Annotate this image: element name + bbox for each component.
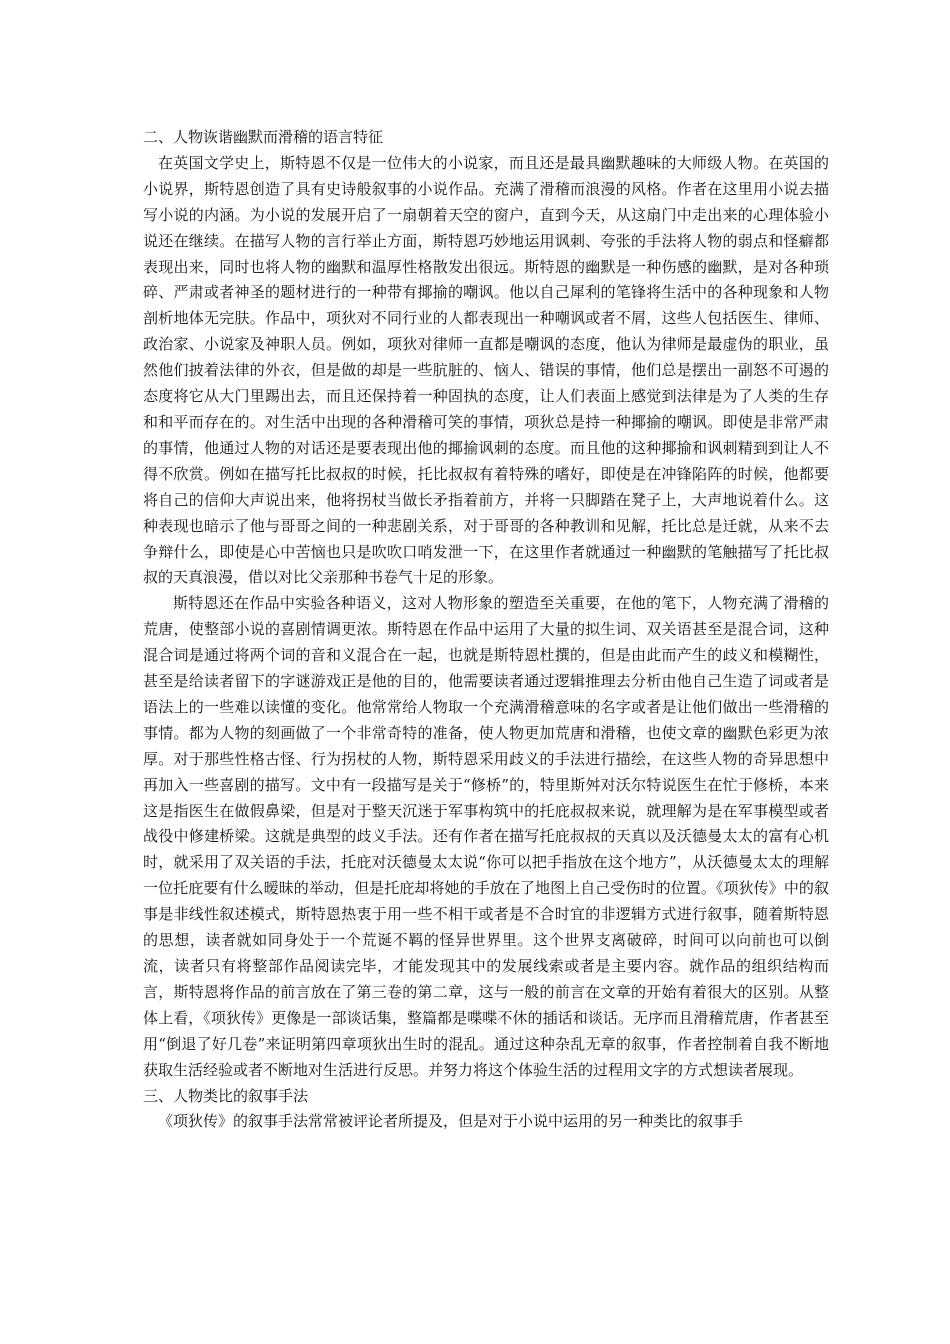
- body-paragraph-2: 斯特恩还在作品中实验各种语义，这对人物形象的塑造至关重要，在他的笔下，人物充满了滑稽的荒唐，使整部小说的喜剧情调更浓。斯特恩在作品中运用了大量的拟生词、双关语甚至是混合词，这种混合词是通过将两个词的音和义混合在一起，也就是斯特恩杜撰的，但是由此而产生的歧义和模糊性，甚至是给读者留下的字谜游戏正是他的目的，他需要读者通过逻辑推理去分析由他自己生造了词或者是语法上的一些难以读懂的变化。他常常给人物取一个充满滑稽意味的名字或者是让他们做出一些滑稽的事情。都为人物的刻画做了一个非常奇特的准备，使人物更加荒唐和滑稽，也使文章的幽默色彩更为浓厚。对于那些性格古怪、行为拐杖的人物，斯特恩采用歧义的手法进行描绘，在这些人物的奇异思想中再加入一些喜剧的描写。文中有一段描写是关于“修桥”的，特里斯舛对沃尔特说医生在忙于修桥，本来这是指医生在做假鼻梁，但是对于整天沉迷于军事构筑中的托庇叔叔来说，就理解为是在军事模型或者战役中修建桥梁。这就是典型的歧义手法。还有作者在描写托庇叔叔的天真以及沃德曼太太的富有心机时，就采用了双关语的手法，托庇对沃德曼太太说“你可以把手指放在这个地方”，从沃德曼太太的理解一位托庇要有什么暧昧的举动，但是托庇却将她的手放在了地图上自己受伤时的位置。《项狄传》中的叙事是非线性叙述模式，斯特恩热衷于用一些不相干或者是不合时宜的非逻辑方式进行叙事，随着斯特恩的思想，读者就如同身处于一个荒诞不羁的怪异世界里。这个世界支离破碎，时间可以向前也可以倒流，读者只有将整部作品阅读完毕，才能发现其中的发展线索或者是主要内容。就作品的组织结构而言，斯特恩将作品的前言放在了第三卷的第二章，这与一般的前言在文章的开始有着很大的区别。从整体上看，《项狄传》更像是一部谈话集，整篇都是喋喋不休的插话和谈话。无序而且滑稽荒唐，作者甚至用“倒退了好几卷”来证明第四章项狄出生时的混乱。通过这种杂乱无章的叙事，作者控制着自我不断地获取生活经验或者不断地对生活进行反思。并努力将这个体验生活的过程用文字的方式想读者展现。: [143, 594, 829, 1079]
- body-paragraph-1: 在英国文学史上，斯特恩不仅是一位伟大的小说家，而且还是最具幽默趣味的大师级人物。在英国的小说界，斯特恩创造了具有史诗般叙事的小说作品。充满了滑稽而浪漫的风格。作者在这里用小说去描写小说的内涵。为小说的发展开启了一扇朝着天空的窗户，直到今天，从这扇门中走出来的心理体验小说还在继续。在描写人物的言行举止方面，斯特恩巧妙地运用讽刺、夸张的手法将人物的弱点和怪癖都表现出来，同时也将人物的幽默和温厚性格散发出很远。斯特恩的幽默是一种伤感的幽默，是对各种琐碎、严肃或者神圣的题材进行的一种带有揶揄的嘲讽。他以自己犀利的笔锋将生活中的各种现象和人物剖析地体无完肤。作品中，项狄对不同行业的人都表现出一种嘲讽或者不屑，这些人包括医生、律师、政治家、小说家及神职人员。例如，项狄对律师一直都是嘲讽的态度，他认为律师是最虚伪的职业，虽然他们披着法律的外衣，但是做的却是一些肮脏的、恼人、错误的事情，他们总是摆出一副怒不可遏的态度将它从大门里踢出去，而且还保持着一种固执的态度，让人们表面上感觉到法律是为了人类的生存和和平而存在的。对生活中出现的各种滑稽可笑的事情，项狄总是持一种揶揄的嘲讽。即使是非常严肃的事情，他通过人物的对话还是要表现出他的揶揄讽刺的态度。而且他的这种揶揄和讽刺精到到让人不得不欣赏。例如在描写托比叔叔的时候，托比叔叔有着特殊的嗜好，即使是在冲锋陷阵的时候，他都要将自己的信仰大声说出来，他将拐杖当做长矛指着前方，并将一只脚踏在凳子上，大声地说着什么。这种表现也暗示了他与哥哥之间的一种悲剧关系，对于哥哥的各种教训和见解，托比总是迁就，从来不去争辩什么，即使是心中苦恼也只是吹吹口哨发泄一下，在这里作者就通过一种幽默的笔触描写了托比叔叔的天真浪漫，借以对比父亲那种书卷气十足的形象。: [143, 153, 829, 587]
- section-heading-3: 三、人物类比的叙事手法: [143, 1086, 309, 1105]
- document-page: [143, 125, 829, 1135]
- section-heading-2: 二、人物诙谐幽默而滑稽的语言特征: [143, 128, 384, 146]
- body-paragraph-3: 《项狄传》的叙事手法常常被评论者所提及，但是对于小说中运用的另一种类比的叙事手: [158, 1112, 744, 1131]
